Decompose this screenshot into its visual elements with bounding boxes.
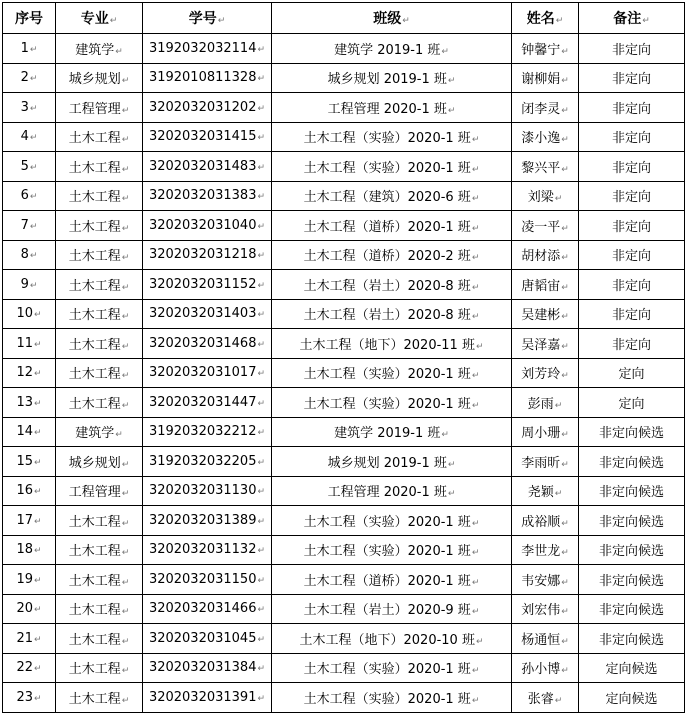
paragraph-mark-icon: ↵	[471, 400, 480, 411]
cell-student-id: 3202032031130↵	[143, 476, 272, 506]
cell-student-id: 3202032031045↵	[143, 624, 272, 654]
paragraph-mark-icon: ↵	[471, 194, 480, 205]
cell-remark: 非定向	[579, 93, 685, 123]
paragraph-mark-icon: ↵	[121, 164, 130, 175]
paragraph-mark-icon: ↵	[402, 16, 410, 26]
paragraph-mark-icon: ↵	[257, 221, 266, 232]
cell-class: 城乡规划 2019-1 班↵	[272, 63, 512, 93]
paragraph-mark-icon: ↵	[29, 133, 38, 144]
paragraph-mark-icon: ↵	[34, 634, 42, 645]
paragraph-mark-icon: ↵	[561, 518, 569, 529]
cell-remark: 非定向	[579, 240, 685, 270]
paragraph-mark-icon: ↵	[561, 607, 569, 618]
paragraph-mark-icon: ↵	[34, 398, 42, 409]
paragraph-mark-icon: ↵	[561, 577, 569, 588]
table-row	[3, 329, 685, 359]
paragraph-mark-icon: ↵	[115, 46, 123, 57]
cell-remark: 定向候选	[579, 653, 685, 683]
cell-remark: 非定向	[579, 270, 685, 300]
cell-name: 刘梁↵	[512, 181, 579, 211]
table-row	[3, 683, 685, 713]
cell-student-id: 3202032031468↵	[143, 329, 272, 359]
paragraph-mark-icon: ↵	[29, 103, 38, 114]
cell-remark: 定向	[579, 358, 685, 388]
paragraph-mark-icon: ↵	[121, 459, 130, 470]
cell-name: 尧颖↵	[512, 476, 579, 506]
cell-name: 成裕顺↵	[512, 506, 579, 536]
cell-major: 土木工程↵	[56, 152, 143, 182]
cell-major: 土木工程↵	[56, 211, 143, 241]
paragraph-mark-icon: ↵	[29, 74, 38, 85]
cell-index: 8↵	[3, 240, 56, 270]
paragraph-mark-icon: ↵	[554, 194, 563, 205]
paragraph-mark-icon: ↵	[121, 636, 130, 647]
cell-class: 建筑学 2019-1 班↵	[272, 34, 512, 64]
paragraph-mark-icon: ↵	[257, 133, 266, 144]
cell-student-id: 3202032031218↵	[143, 240, 272, 270]
cell-remark: 非定向	[579, 181, 685, 211]
cell-class: 土木工程（实验）2020-1 班↵	[272, 152, 512, 182]
cell-index: 15↵	[3, 447, 56, 477]
cell-class: 建筑学 2019-1 班↵	[272, 417, 512, 447]
paragraph-mark-icon: ↵	[471, 518, 480, 529]
cell-class: 土木工程（岩土）2020-8 班↵	[272, 270, 512, 300]
cell-remark: 非定向	[579, 299, 685, 329]
cell-major: 土木工程↵	[56, 683, 143, 713]
cell-index: 9↵	[3, 270, 56, 300]
paragraph-mark-icon: ↵	[441, 46, 449, 57]
cell-class: 土木工程（实验）2020-1 班↵	[272, 683, 512, 713]
paragraph-mark-icon: ↵	[121, 577, 130, 588]
paragraph-mark-icon: ↵	[34, 664, 42, 675]
cell-student-id: 3202032031040↵	[143, 211, 272, 241]
cell-student-id: 3202032031466↵	[143, 594, 272, 624]
cell-major: 工程管理↵	[56, 476, 143, 506]
paragraph-mark-icon: ↵	[561, 636, 569, 647]
cell-student-id: 3202032031150↵	[143, 565, 272, 595]
paragraph-mark-icon: ↵	[121, 548, 130, 559]
cell-major: 土木工程↵	[56, 240, 143, 270]
cell-class: 土木工程（地下）2020-11 班↵	[272, 329, 512, 359]
paragraph-mark-icon: ↵	[257, 575, 266, 586]
paragraph-mark-icon: ↵	[471, 607, 480, 618]
cell-student-id: 3202032031132↵	[143, 535, 272, 565]
cell-student-id: 3202032031152↵	[143, 270, 272, 300]
cell-class: 土木工程（实验）2020-1 班↵	[272, 506, 512, 536]
paragraph-mark-icon: ↵	[471, 666, 480, 677]
cell-index: 5↵	[3, 152, 56, 182]
cell-name: 黎兴平↵	[512, 152, 579, 182]
paragraph-mark-icon: ↵	[29, 192, 38, 203]
cell-major: 建筑学↵	[56, 34, 143, 64]
paragraph-mark-icon: ↵	[257, 457, 266, 468]
paragraph-mark-icon: ↵	[561, 430, 569, 441]
header-row	[3, 3, 685, 34]
paragraph-mark-icon: ↵	[561, 312, 569, 323]
cell-class: 土木工程（实验）2020-1 班↵	[272, 388, 512, 418]
cell-name: 吴泽嘉↵	[512, 329, 579, 359]
paragraph-mark-icon: ↵	[121, 282, 130, 293]
paragraph-mark-icon: ↵	[257, 605, 266, 616]
cell-student-id: 3202032031017↵	[143, 358, 272, 388]
cell-remark: 非定向	[579, 34, 685, 64]
cell-name: 李世龙↵	[512, 535, 579, 565]
cell-name: 钟馨宁↵	[512, 34, 579, 64]
cell-index: 17↵	[3, 506, 56, 536]
paragraph-mark-icon: ↵	[561, 282, 569, 293]
cell-index: 16↵	[3, 476, 56, 506]
paragraph-mark-icon: ↵	[257, 634, 266, 645]
paragraph-mark-icon: ↵	[257, 103, 266, 114]
cell-remark: 非定向候选	[579, 624, 685, 654]
paragraph-mark-icon: ↵	[257, 251, 266, 262]
paragraph-mark-icon: ↵	[561, 666, 569, 677]
roster-body	[3, 34, 685, 713]
table-row	[3, 535, 685, 565]
cell-major: 建筑学↵	[56, 417, 143, 447]
paragraph-mark-icon: ↵	[121, 105, 130, 116]
cell-remark: 非定向	[579, 211, 685, 241]
cell-name: 杨通恒↵	[512, 624, 579, 654]
student-roster-table	[2, 2, 685, 713]
paragraph-mark-icon: ↵	[29, 221, 38, 232]
paragraph-mark-icon: ↵	[34, 575, 42, 586]
paragraph-mark-icon: ↵	[121, 223, 130, 234]
cell-remark: 定向	[579, 388, 685, 418]
paragraph-mark-icon: ↵	[257, 339, 266, 350]
table-row	[3, 565, 685, 595]
cell-student-id: 3192032032205↵	[143, 447, 272, 477]
cell-class: 土木工程（岩土）2020-9 班↵	[272, 594, 512, 624]
cell-major: 土木工程↵	[56, 594, 143, 624]
cell-student-id: 3202032031403↵	[143, 299, 272, 329]
paragraph-mark-icon: ↵	[29, 280, 38, 291]
cell-student-id: 3202032031383↵	[143, 181, 272, 211]
cell-class: 土木工程（实验）2020-1 班↵	[272, 535, 512, 565]
table-row	[3, 122, 685, 152]
cell-remark: 非定向	[579, 152, 685, 182]
header-class: 班级↵	[272, 3, 512, 34]
paragraph-mark-icon: ↵	[561, 105, 569, 116]
paragraph-mark-icon: ↵	[257, 516, 266, 527]
cell-class: 土木工程（道桥）2020-1 班↵	[272, 565, 512, 595]
table-row	[3, 211, 685, 241]
table-row	[3, 653, 685, 683]
paragraph-mark-icon: ↵	[121, 312, 130, 323]
cell-name: 韦安娜↵	[512, 565, 579, 595]
cell-name: 闭李灵↵	[512, 93, 579, 123]
paragraph-mark-icon: ↵	[121, 695, 130, 706]
cell-major: 土木工程↵	[56, 270, 143, 300]
cell-index: 14↵	[3, 417, 56, 447]
cell-remark: 非定向候选	[579, 417, 685, 447]
paragraph-mark-icon: ↵	[29, 162, 38, 173]
header-name: 姓名↵	[512, 3, 579, 34]
cell-index: 19↵	[3, 565, 56, 595]
cell-name: 凌一平↵	[512, 211, 579, 241]
paragraph-mark-icon: ↵	[257, 44, 266, 55]
cell-remark: 非定向	[579, 122, 685, 152]
paragraph-mark-icon: ↵	[471, 135, 480, 146]
cell-index: 4↵	[3, 122, 56, 152]
paragraph-mark-icon: ↵	[29, 251, 38, 262]
cell-name: 彭雨↵	[512, 388, 579, 418]
table-row	[3, 299, 685, 329]
header-remark: 备注↵	[579, 3, 685, 34]
paragraph-mark-icon: ↵	[29, 44, 38, 55]
cell-class: 土木工程（建筑）2020-6 班↵	[272, 181, 512, 211]
paragraph-mark-icon: ↵	[471, 223, 480, 234]
table-row	[3, 447, 685, 477]
paragraph-mark-icon: ↵	[257, 74, 266, 85]
paragraph-mark-icon: ↵	[561, 371, 569, 382]
cell-index: 7↵	[3, 211, 56, 241]
cell-index: 22↵	[3, 653, 56, 683]
cell-class: 土木工程（道桥）2020-2 班↵	[272, 240, 512, 270]
paragraph-mark-icon: ↵	[257, 546, 266, 557]
paragraph-mark-icon: ↵	[121, 489, 130, 500]
header-major: 专业↵	[56, 3, 143, 34]
cell-name: 胡材添↵	[512, 240, 579, 270]
cell-class: 土木工程（实验）2020-1 班↵	[272, 358, 512, 388]
paragraph-mark-icon: ↵	[257, 664, 266, 675]
cell-student-id: 3202032031384↵	[143, 653, 272, 683]
paragraph-mark-icon: ↵	[121, 518, 130, 529]
cell-name: 张睿↵	[512, 683, 579, 713]
cell-name: 谢柳娟↵	[512, 63, 579, 93]
table-row	[3, 34, 685, 64]
cell-remark: 定向候选	[579, 683, 685, 713]
paragraph-mark-icon: ↵	[561, 46, 569, 57]
paragraph-mark-icon: ↵	[257, 487, 266, 498]
cell-student-id: 3192010811328↵	[143, 63, 272, 93]
paragraph-mark-icon: ↵	[561, 341, 569, 352]
paragraph-mark-icon: ↵	[642, 16, 650, 26]
paragraph-mark-icon: ↵	[217, 16, 226, 26]
cell-major: 工程管理↵	[56, 93, 143, 123]
paragraph-mark-icon: ↵	[257, 280, 266, 291]
cell-major: 土木工程↵	[56, 329, 143, 359]
cell-remark: 非定向	[579, 329, 685, 359]
paragraph-mark-icon: ↵	[121, 341, 130, 352]
paragraph-mark-icon: ↵	[471, 253, 480, 264]
paragraph-mark-icon: ↵	[561, 135, 569, 146]
cell-major: 城乡规划↵	[56, 63, 143, 93]
paragraph-mark-icon: ↵	[257, 162, 266, 173]
paragraph-mark-icon: ↵	[447, 489, 456, 500]
cell-index: 10↵	[3, 299, 56, 329]
cell-student-id: 3202032031391↵	[143, 683, 272, 713]
cell-name: 刘宏伟↵	[512, 594, 579, 624]
cell-name: 吴建彬↵	[512, 299, 579, 329]
paragraph-mark-icon: ↵	[447, 459, 456, 470]
table-row	[3, 240, 685, 270]
paragraph-mark-icon: ↵	[475, 636, 484, 647]
paragraph-mark-icon: ↵	[447, 105, 456, 116]
paragraph-mark-icon: ↵	[121, 607, 130, 618]
paragraph-mark-icon: ↵	[121, 400, 130, 411]
paragraph-mark-icon: ↵	[34, 693, 42, 704]
cell-student-id: 3202032031415↵	[143, 122, 272, 152]
paragraph-mark-icon: ↵	[561, 76, 569, 87]
cell-remark: 非定向候选	[579, 565, 685, 595]
paragraph-mark-icon: ↵	[561, 459, 569, 470]
cell-class: 工程管理 2020-1 班↵	[272, 476, 512, 506]
cell-remark: 非定向候选	[579, 535, 685, 565]
cell-index: 23↵	[3, 683, 56, 713]
paragraph-mark-icon: ↵	[554, 489, 563, 500]
cell-major: 土木工程↵	[56, 122, 143, 152]
paragraph-mark-icon: ↵	[121, 666, 130, 677]
cell-index: 2↵	[3, 63, 56, 93]
paragraph-mark-icon: ↵	[121, 76, 130, 87]
paragraph-mark-icon: ↵	[561, 164, 569, 175]
cell-remark: 非定向候选	[579, 447, 685, 477]
cell-major: 土木工程↵	[56, 181, 143, 211]
table-row	[3, 388, 685, 418]
paragraph-mark-icon: ↵	[121, 371, 130, 382]
paragraph-mark-icon: ↵	[115, 430, 123, 441]
cell-class: 土木工程（实验）2020-1 班↵	[272, 653, 512, 683]
paragraph-mark-icon: ↵	[257, 310, 266, 321]
cell-name: 李雨昕↵	[512, 447, 579, 477]
paragraph-mark-icon: ↵	[34, 516, 42, 527]
paragraph-mark-icon: ↵	[121, 194, 130, 205]
paragraph-mark-icon: ↵	[34, 369, 42, 380]
table-row	[3, 93, 685, 123]
cell-name: 漆小逸↵	[512, 122, 579, 152]
paragraph-mark-icon: ↵	[34, 487, 42, 498]
paragraph-mark-icon: ↵	[471, 695, 480, 706]
cell-index: 6↵	[3, 181, 56, 211]
paragraph-mark-icon: ↵	[109, 16, 118, 26]
table-row	[3, 358, 685, 388]
paragraph-mark-icon: ↵	[34, 339, 42, 350]
cell-index: 20↵	[3, 594, 56, 624]
cell-index: 21↵	[3, 624, 56, 654]
paragraph-mark-icon: ↵	[257, 369, 266, 380]
cell-major: 土木工程↵	[56, 653, 143, 683]
cell-student-id: 3192032032114↵	[143, 34, 272, 64]
table-row	[3, 63, 685, 93]
paragraph-mark-icon: ↵	[121, 253, 130, 264]
cell-name: 周小珊↵	[512, 417, 579, 447]
paragraph-mark-icon: ↵	[471, 312, 480, 323]
cell-index: 1↵	[3, 34, 56, 64]
cell-index: 12↵	[3, 358, 56, 388]
cell-student-id: 3202032031483↵	[143, 152, 272, 182]
cell-student-id: 3202032031389↵	[143, 506, 272, 536]
cell-major: 土木工程↵	[56, 358, 143, 388]
cell-name: 刘芳玲↵	[512, 358, 579, 388]
cell-class: 土木工程（地下）2020-10 班↵	[272, 624, 512, 654]
cell-remark: 非定向候选	[579, 594, 685, 624]
cell-index: 3↵	[3, 93, 56, 123]
paragraph-mark-icon: ↵	[447, 76, 456, 87]
header-index: 序号	[3, 3, 56, 34]
table-row	[3, 417, 685, 447]
cell-major: 土木工程↵	[56, 299, 143, 329]
paragraph-mark-icon: ↵	[257, 192, 266, 203]
cell-index: 18↵	[3, 535, 56, 565]
cell-index: 13↵	[3, 388, 56, 418]
paragraph-mark-icon: ↵	[561, 548, 569, 559]
paragraph-mark-icon: ↵	[471, 164, 480, 175]
paragraph-mark-icon: ↵	[554, 695, 563, 706]
paragraph-mark-icon: ↵	[34, 428, 42, 439]
cell-major: 城乡规划↵	[56, 447, 143, 477]
paragraph-mark-icon: ↵	[34, 605, 42, 616]
table-row	[3, 270, 685, 300]
cell-name: 孙小博↵	[512, 653, 579, 683]
paragraph-mark-icon: ↵	[554, 400, 563, 411]
cell-major: 土木工程↵	[56, 388, 143, 418]
paragraph-mark-icon: ↵	[471, 548, 480, 559]
paragraph-mark-icon: ↵	[471, 577, 480, 588]
paragraph-mark-icon: ↵	[34, 310, 42, 321]
paragraph-mark-icon: ↵	[471, 371, 480, 382]
cell-class: 土木工程（道桥）2020-1 班↵	[272, 211, 512, 241]
header-student-id: 学号↵	[143, 3, 272, 34]
cell-class: 土木工程（实验）2020-1 班↵	[272, 122, 512, 152]
paragraph-mark-icon: ↵	[561, 253, 569, 264]
paragraph-mark-icon: ↵	[257, 428, 266, 439]
table-row	[3, 181, 685, 211]
paragraph-mark-icon: ↵	[34, 457, 42, 468]
cell-student-id: 3202032031202↵	[143, 93, 272, 123]
paragraph-mark-icon: ↵	[471, 282, 480, 293]
cell-major: 土木工程↵	[56, 624, 143, 654]
paragraph-mark-icon: ↵	[121, 135, 130, 146]
cell-class: 土木工程（岩土）2020-8 班↵	[272, 299, 512, 329]
cell-student-id: 3192032032212↵	[143, 417, 272, 447]
paragraph-mark-icon: ↵	[441, 430, 449, 441]
paragraph-mark-icon: ↵	[475, 341, 484, 352]
cell-remark: 非定向候选	[579, 506, 685, 536]
cell-remark: 非定向候选	[579, 476, 685, 506]
paragraph-mark-icon: ↵	[34, 546, 42, 557]
cell-class: 工程管理 2020-1 班↵	[272, 93, 512, 123]
cell-student-id: 3202032031447↵	[143, 388, 272, 418]
cell-major: 土木工程↵	[56, 565, 143, 595]
cell-class: 城乡规划 2019-1 班↵	[272, 447, 512, 477]
cell-index: 11↵	[3, 329, 56, 359]
cell-name: 唐韬宙↵	[512, 270, 579, 300]
table-row	[3, 152, 685, 182]
table-row	[3, 624, 685, 654]
paragraph-mark-icon: ↵	[561, 223, 569, 234]
cell-major: 土木工程↵	[56, 535, 143, 565]
paragraph-mark-icon: ↵	[257, 693, 266, 704]
paragraph-mark-icon: ↵	[257, 398, 266, 409]
paragraph-mark-icon: ↵	[555, 16, 564, 26]
cell-remark: 非定向	[579, 63, 685, 93]
table-row	[3, 506, 685, 536]
table-row	[3, 594, 685, 624]
cell-major: 土木工程↵	[56, 506, 143, 536]
table-row	[3, 476, 685, 506]
